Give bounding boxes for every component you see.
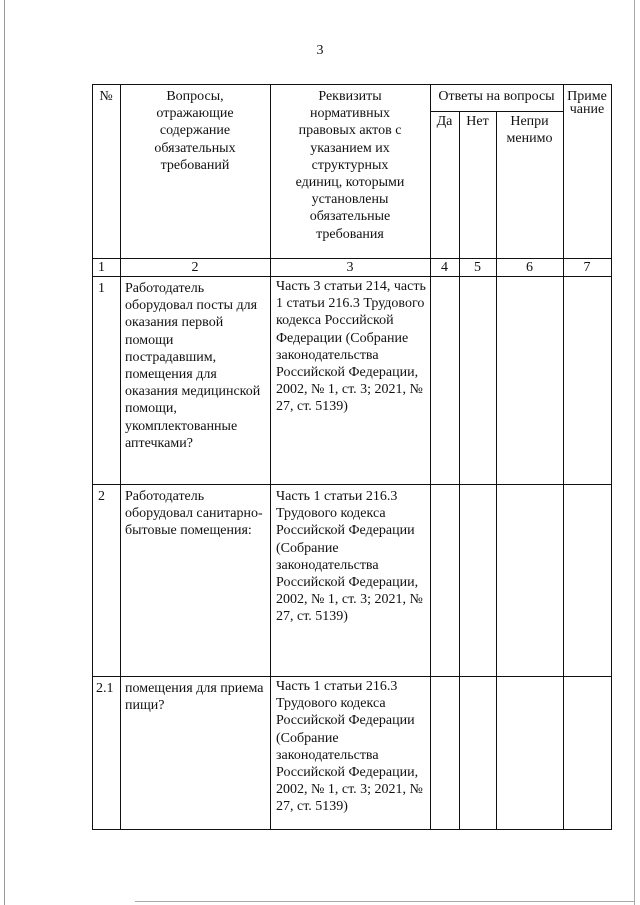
table-right-border [611, 84, 612, 830]
scan-edge-left [4, 0, 5, 905]
header-note-line-2: чание [569, 102, 605, 117]
header-num: № [99, 89, 113, 104]
col-divider-6 [563, 84, 564, 830]
row-1-question: Работодатель оборудовал посты для оказания первой помощи пострадавшим, помещения для оказания медицинской помощи, укомплектованные аптечками? [125, 281, 261, 451]
row-2-bottom-line [92, 676, 612, 677]
col-divider-2 [270, 84, 271, 830]
scan-edge-bottom [135, 901, 635, 902]
row-1-num: 1 [98, 281, 105, 296]
col-divider-3 [430, 84, 431, 830]
header-not-applicable-line-1: Непри [510, 114, 549, 129]
row-1-bottom-line [92, 484, 612, 485]
table-left-border [92, 84, 93, 830]
header-no: Нет [466, 114, 489, 129]
header-questions: Вопросы, отражающие содержание обязательных требований [154, 89, 236, 173]
page-number: 3 [316, 43, 324, 58]
row-2-requisite: Часть 1 статьи 216.3 Трудового кодекса Российской Федерации (Собрание законодательства Российской Федерации, 2002, № 1, ст. 3; 2021, № 27, ст. 5139) [276, 489, 423, 625]
column-number-7: 7 [583, 260, 591, 275]
row-2-1-question: помещения для приема пищи? [125, 681, 264, 714]
column-number-5: 5 [474, 260, 481, 275]
header-not-applicable-line-2: менимо [506, 131, 553, 146]
header-requisites: Реквизиты нормативных правовых актов с указанием их структурных единиц, которыми установлены обязательные требования [295, 89, 405, 242]
header-answers: Ответы на вопросы [438, 89, 555, 104]
requirements-table [92, 84, 612, 830]
column-number-1: 1 [98, 260, 105, 275]
col-divider-4 [459, 111, 460, 830]
column-number-2: 2 [191, 260, 199, 275]
column-number-4: 4 [441, 260, 448, 275]
header-note-line-1: Приме [567, 89, 607, 104]
col-divider-1 [120, 84, 121, 830]
table-top-border [92, 84, 612, 85]
row-2-question: Работодатель оборудовал санитарно-бытовые помещения: [125, 489, 263, 539]
row-2-1-num: 2.1 [96, 681, 114, 696]
scan-edge-right [634, 0, 635, 905]
table-bottom-border [92, 829, 612, 830]
column-number-3: 3 [346, 260, 354, 275]
column-number-6: 6 [526, 260, 533, 275]
row-1-requisite: Часть 3 статьи 214, часть 1 статьи 216.3 Трудового кодекса Российской Федерации (Собрание законодательства Российской Федерации, 2002, № 1, ст. 3; 2021, № 27, ст. 5139) [276, 279, 426, 415]
row-2-num: 2 [98, 489, 105, 504]
row-2-1-requisite: Часть 1 статьи 216.3 Трудового кодекса Российской Федерации (Собрание законодательства Российской Федерации, 2002, № 1, ст. 3; 2021, № 27, ст. 5139) [276, 679, 423, 815]
col-divider-5 [496, 111, 497, 830]
header-yes: Да [436, 114, 453, 129]
